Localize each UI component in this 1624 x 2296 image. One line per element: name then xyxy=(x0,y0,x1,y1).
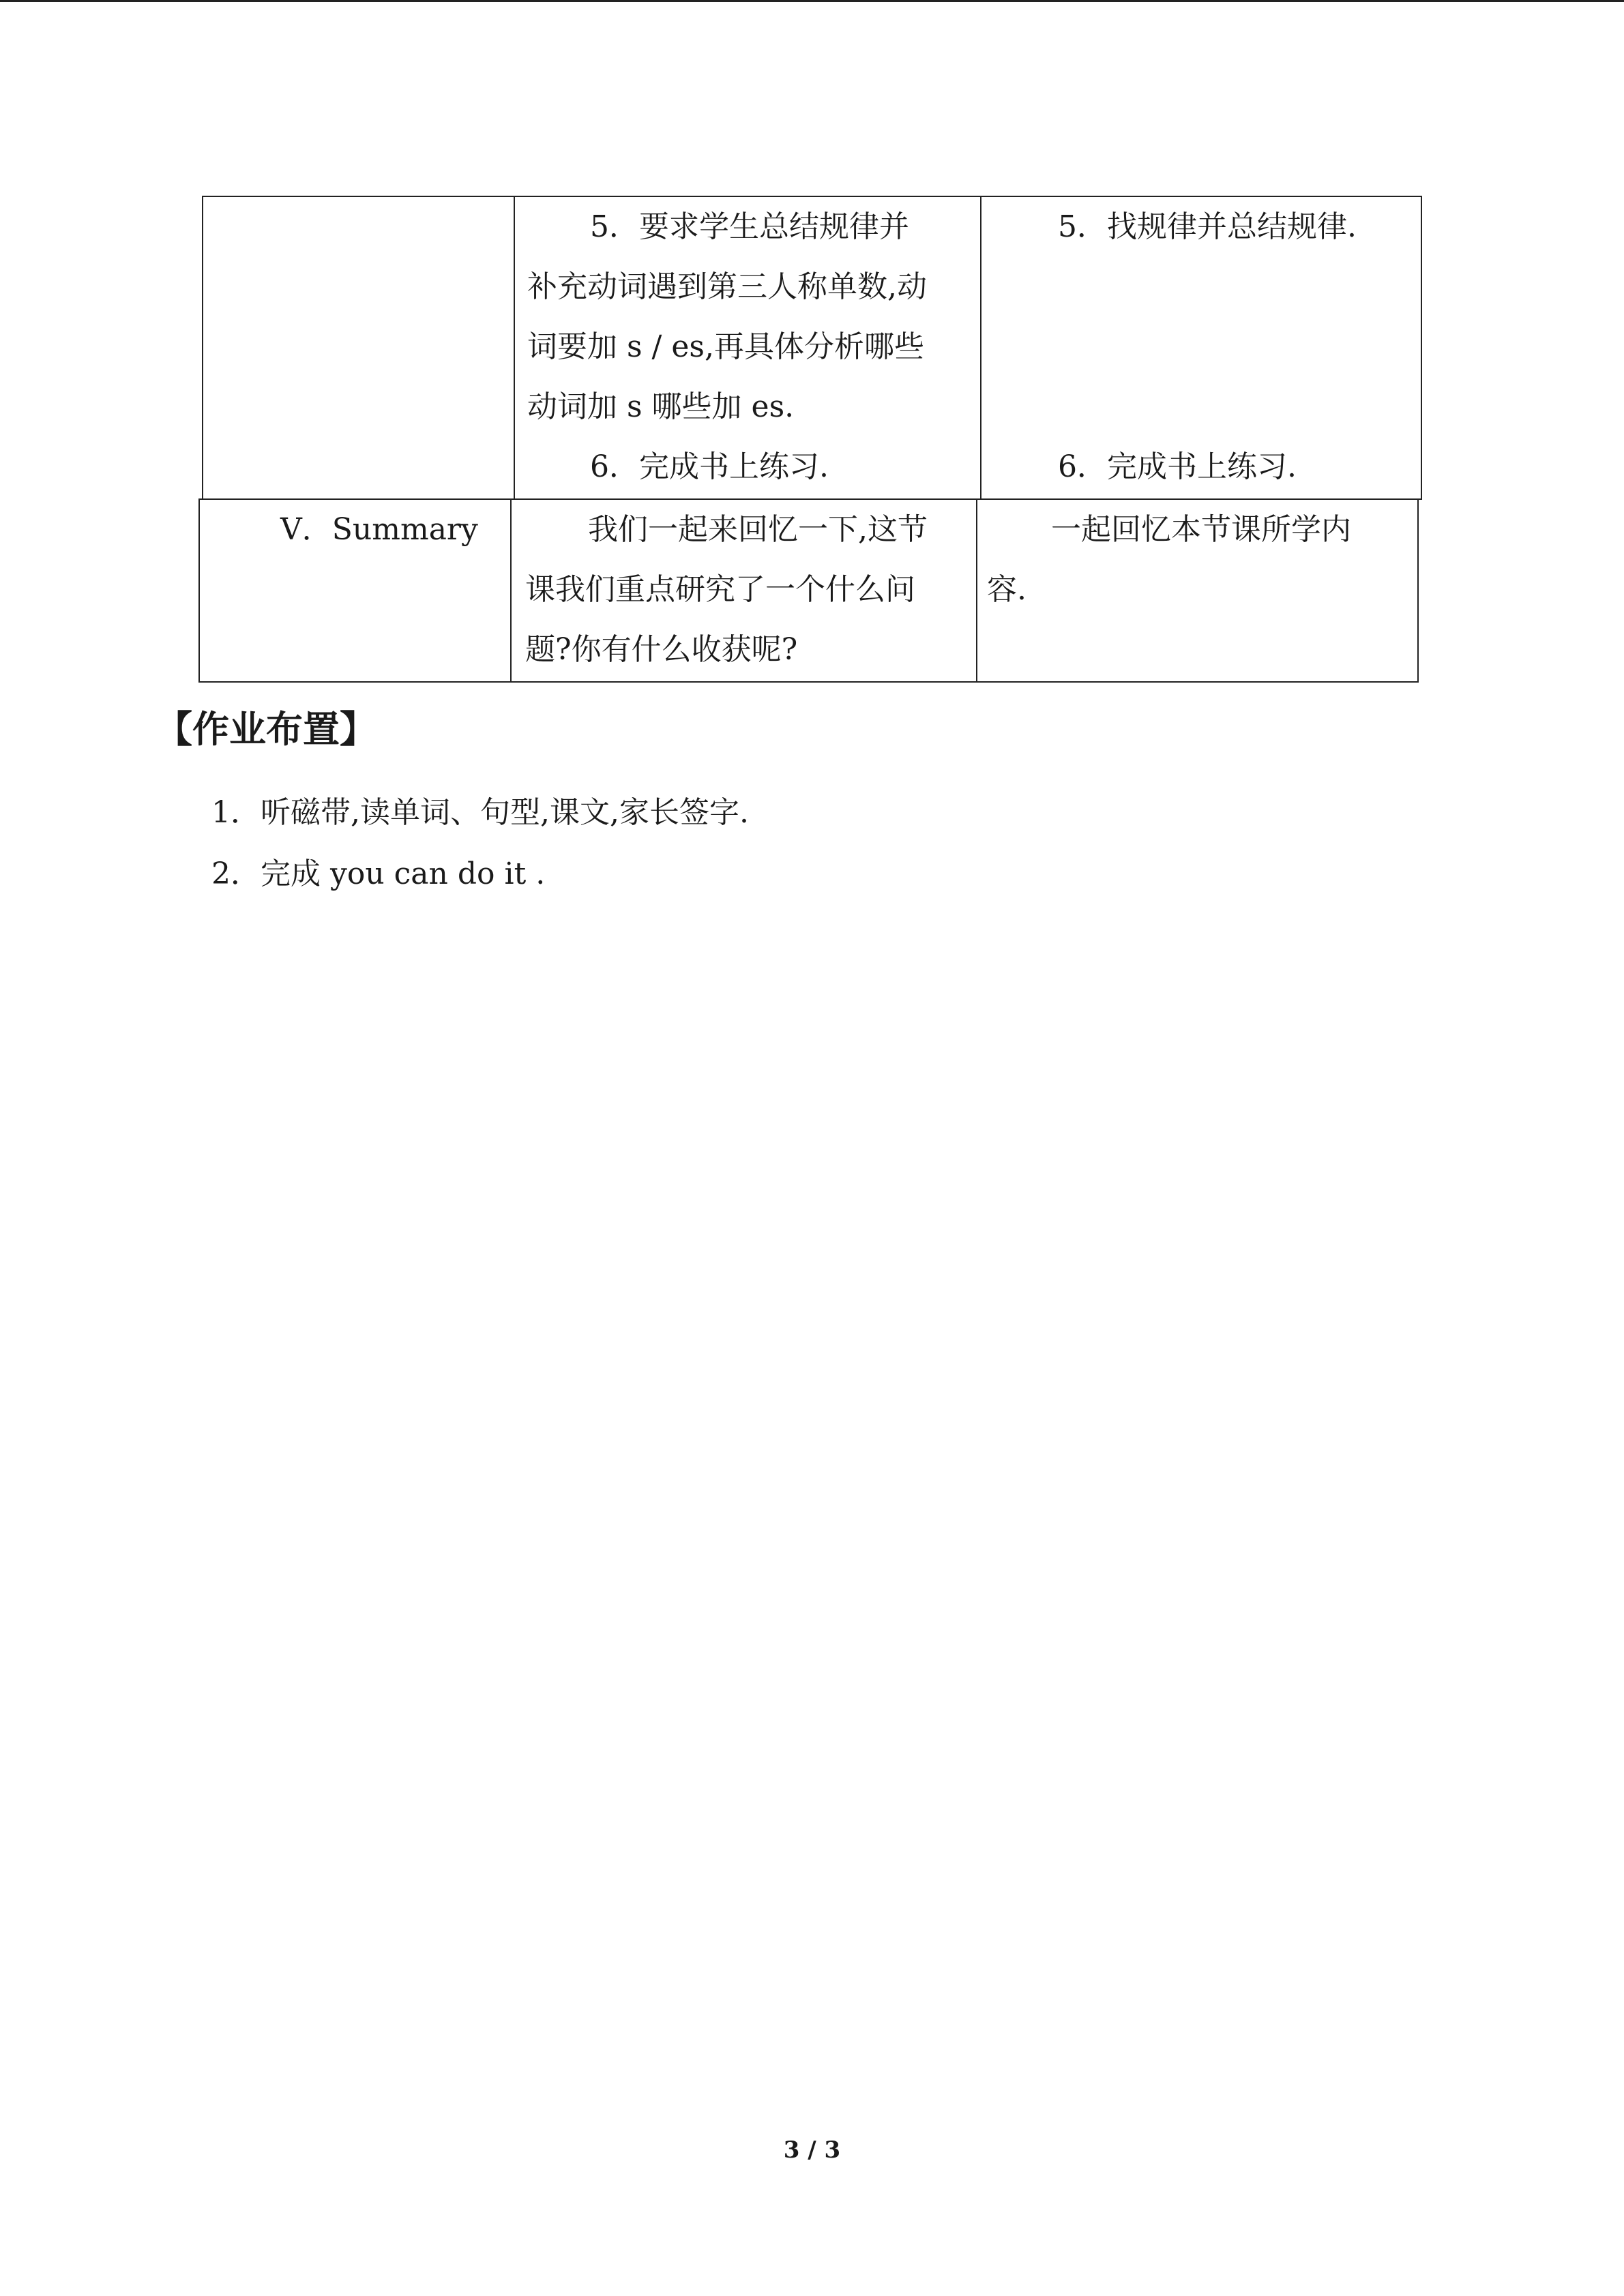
student-line: 一起回忆本节课所学内 xyxy=(1051,512,1351,547)
page-number: 3 / 3 xyxy=(783,2136,841,2164)
homework-item: 1．听磁带,读单词、句型,课文,家长签字. xyxy=(211,795,749,830)
student-line: 6．完成书上练习. xyxy=(1058,449,1297,484)
student-line: 5．找规律并总结规律. xyxy=(1058,209,1357,244)
homework-heading: 【作业布置】 xyxy=(156,708,377,751)
student-line: 容. xyxy=(987,572,1027,607)
stage-cell xyxy=(200,500,510,681)
teacher-line: 补充动词遇到第三人称单数,动 xyxy=(527,269,927,304)
lesson-table-continuation xyxy=(202,196,1422,500)
homework-item: 2．完成 you can do it . xyxy=(211,856,546,891)
stage-label: Ⅴ．Summary xyxy=(280,512,478,547)
teacher-line: 题?你有什么收获呢? xyxy=(525,632,798,667)
teacher-line: 词要加 s / es,再具体分析哪些 xyxy=(527,329,924,364)
teacher-line: 我们一起来回忆一下,这节 xyxy=(588,512,928,547)
student-activity-cell xyxy=(981,197,1422,498)
teacher-activity-cell xyxy=(515,197,980,498)
teacher-line: 动词加 s 哪些加 es. xyxy=(527,389,795,424)
page-top-rule xyxy=(0,0,1624,2)
student-activity-cell xyxy=(977,500,1419,681)
teacher-line: 课我们重点研究了一个什么问 xyxy=(525,572,915,607)
stage-cell xyxy=(203,197,514,498)
teacher-activity-cell xyxy=(512,500,976,681)
lesson-table-summary xyxy=(198,498,1419,683)
teacher-line: 5．要求学生总结规律并 xyxy=(590,209,909,244)
teacher-line: 6．完成书上练习. xyxy=(590,449,829,484)
